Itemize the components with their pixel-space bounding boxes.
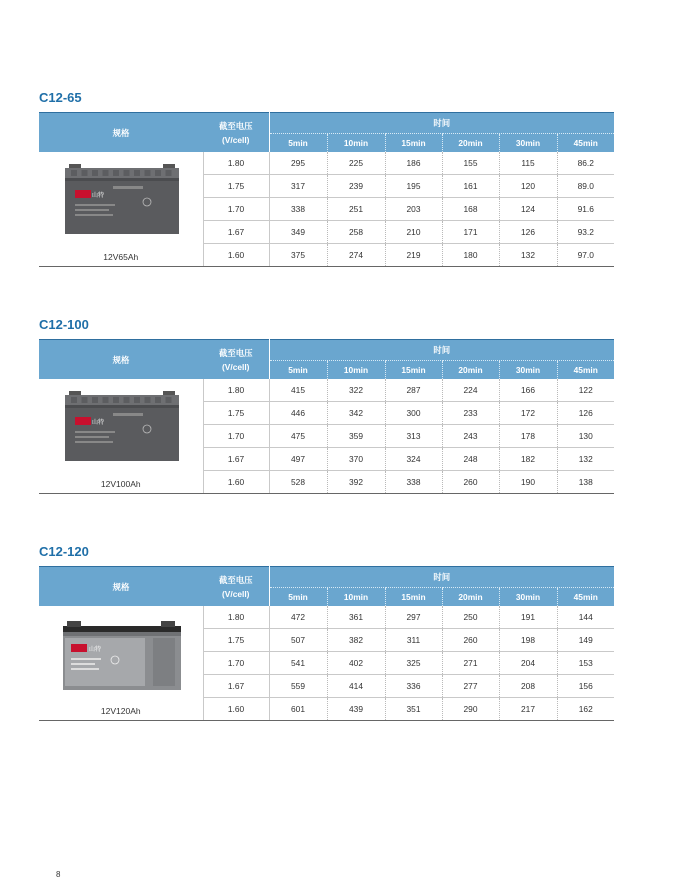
table-row xyxy=(39,606,614,629)
header-cutoff-voltage xyxy=(203,340,269,380)
discharge-value-cell: 349 xyxy=(269,221,327,244)
header-time-4: 30min xyxy=(499,134,557,153)
discharge-value-cell: 311 xyxy=(385,629,442,652)
cutoff-voltage-cell: 1.60 xyxy=(203,471,269,494)
battery-image xyxy=(61,385,183,465)
discharge-value-cell: 138 xyxy=(557,471,614,494)
battery-label: 12V100Ah xyxy=(100,479,141,489)
discharge-value-cell: 208 xyxy=(499,675,557,698)
discharge-value-cell: 322 xyxy=(327,379,385,402)
discharge-value-cell: 361 xyxy=(327,606,385,629)
discharge-table xyxy=(39,112,614,267)
header-time-1: 10min xyxy=(327,361,385,380)
cutoff-voltage-cell: 1.80 xyxy=(203,152,269,175)
cutoff-voltage-cell: 1.67 xyxy=(203,675,269,698)
cutoff-voltage-cell: 1.70 xyxy=(203,652,269,675)
discharge-value-cell: 191 xyxy=(499,606,557,629)
discharge-value-cell: 171 xyxy=(442,221,499,244)
page-number: 8 xyxy=(56,870,61,879)
discharge-value-cell: 250 xyxy=(442,606,499,629)
cutoff-voltage-cell: 1.60 xyxy=(203,698,269,721)
cutoff-voltage-cell: 1.75 xyxy=(203,629,269,652)
discharge-table xyxy=(39,339,614,494)
discharge-value-cell: 507 xyxy=(269,629,327,652)
table-row xyxy=(39,379,614,402)
discharge-value-cell: 190 xyxy=(499,471,557,494)
header-voltage-line2: (V/cell) xyxy=(222,361,250,372)
discharge-value-cell: 162 xyxy=(557,698,614,721)
discharge-value-cell: 130 xyxy=(557,425,614,448)
header-time: 时间 xyxy=(269,113,614,134)
discharge-value-cell: 156 xyxy=(557,675,614,698)
discharge-value-cell: 219 xyxy=(385,244,442,267)
discharge-value-cell: 126 xyxy=(557,402,614,425)
header-voltage-line1: 截至电压 xyxy=(219,120,253,131)
discharge-value-cell: 402 xyxy=(327,652,385,675)
discharge-value-cell: 178 xyxy=(499,425,557,448)
discharge-value-cell: 439 xyxy=(327,698,385,721)
discharge-value-cell: 124 xyxy=(499,198,557,221)
discharge-value-cell: 528 xyxy=(269,471,327,494)
discharge-value-cell: 260 xyxy=(442,471,499,494)
discharge-value-cell: 295 xyxy=(269,152,327,175)
brand-logo: 山特 xyxy=(92,419,105,426)
discharge-value-cell: 338 xyxy=(385,471,442,494)
discharge-value-cell: 414 xyxy=(327,675,385,698)
header-time-5: 45min xyxy=(557,134,614,153)
discharge-value-cell: 186 xyxy=(385,152,442,175)
discharge-value-cell: 86.2 xyxy=(557,152,614,175)
discharge-value-cell: 195 xyxy=(385,175,442,198)
header-spec: 规格 xyxy=(39,113,203,153)
discharge-value-cell: 155 xyxy=(442,152,499,175)
battery-label: 12V65Ah xyxy=(103,252,139,262)
discharge-value-cell: 277 xyxy=(442,675,499,698)
model-title: C12-120 xyxy=(39,544,89,559)
discharge-value-cell: 225 xyxy=(327,152,385,175)
discharge-value-cell: 153 xyxy=(557,652,614,675)
discharge-value-cell: 168 xyxy=(442,198,499,221)
header-time-0: 5min xyxy=(269,588,327,607)
header-spec: 规格 xyxy=(39,340,203,380)
discharge-value-cell: 251 xyxy=(327,198,385,221)
discharge-value-cell: 601 xyxy=(269,698,327,721)
discharge-value-cell: 290 xyxy=(442,698,499,721)
discharge-value-cell: 475 xyxy=(269,425,327,448)
header-time-4: 30min xyxy=(499,588,557,607)
cutoff-voltage-cell: 1.70 xyxy=(203,425,269,448)
discharge-value-cell: 233 xyxy=(442,402,499,425)
header-time: 时间 xyxy=(269,567,614,588)
discharge-value-cell: 375 xyxy=(269,244,327,267)
discharge-value-cell: 132 xyxy=(499,244,557,267)
discharge-value-cell: 93.2 xyxy=(557,221,614,244)
cutoff-voltage-cell: 1.75 xyxy=(203,175,269,198)
header-time-2: 15min xyxy=(385,361,442,380)
header-time-0: 5min xyxy=(269,134,327,153)
discharge-value-cell: 224 xyxy=(442,379,499,402)
header-voltage-line2: (V/cell) xyxy=(222,134,250,145)
cutoff-voltage-cell: 1.60 xyxy=(203,244,269,267)
discharge-value-cell: 359 xyxy=(327,425,385,448)
header-voltage-line1: 截至电压 xyxy=(219,347,253,358)
battery-photo-cell xyxy=(39,379,203,494)
battery-photo-cell xyxy=(39,606,203,721)
discharge-value-cell: 89.0 xyxy=(557,175,614,198)
battery-label: 12V120Ah xyxy=(100,706,141,716)
discharge-value-cell: 144 xyxy=(557,606,614,629)
discharge-table xyxy=(39,566,614,721)
discharge-value-cell: 239 xyxy=(327,175,385,198)
discharge-value-cell: 120 xyxy=(499,175,557,198)
table-row xyxy=(39,152,614,175)
header-time-3: 20min xyxy=(442,588,499,607)
discharge-value-cell: 325 xyxy=(385,652,442,675)
discharge-value-cell: 382 xyxy=(327,629,385,652)
discharge-value-cell: 497 xyxy=(269,448,327,471)
discharge-value-cell: 336 xyxy=(385,675,442,698)
discharge-value-cell: 415 xyxy=(269,379,327,402)
discharge-value-cell: 297 xyxy=(385,606,442,629)
discharge-value-cell: 203 xyxy=(385,198,442,221)
discharge-value-cell: 166 xyxy=(499,379,557,402)
discharge-value-cell: 300 xyxy=(385,402,442,425)
cutoff-voltage-cell: 1.75 xyxy=(203,402,269,425)
header-time-3: 20min xyxy=(442,361,499,380)
discharge-value-cell: 172 xyxy=(499,402,557,425)
discharge-value-cell: 126 xyxy=(499,221,557,244)
header-spec: 规格 xyxy=(39,567,203,607)
discharge-value-cell: 243 xyxy=(442,425,499,448)
discharge-value-cell: 370 xyxy=(327,448,385,471)
discharge-value-cell: 217 xyxy=(499,698,557,721)
header-time: 时间 xyxy=(269,340,614,361)
model-title: C12-65 xyxy=(39,90,82,105)
discharge-value-cell: 541 xyxy=(269,652,327,675)
discharge-value-cell: 91.6 xyxy=(557,198,614,221)
discharge-value-cell: 210 xyxy=(385,221,442,244)
header-time-3: 20min xyxy=(442,134,499,153)
discharge-value-cell: 122 xyxy=(557,379,614,402)
cutoff-voltage-cell: 1.80 xyxy=(203,379,269,402)
discharge-value-cell: 258 xyxy=(327,221,385,244)
discharge-value-cell: 260 xyxy=(442,629,499,652)
header-time-2: 15min xyxy=(385,588,442,607)
header-time-2: 15min xyxy=(385,134,442,153)
discharge-value-cell: 559 xyxy=(269,675,327,698)
cutoff-voltage-cell: 1.70 xyxy=(203,198,269,221)
discharge-value-cell: 351 xyxy=(385,698,442,721)
discharge-value-cell: 115 xyxy=(499,152,557,175)
discharge-value-cell: 180 xyxy=(442,244,499,267)
discharge-value-cell: 198 xyxy=(499,629,557,652)
discharge-value-cell: 149 xyxy=(557,629,614,652)
discharge-value-cell: 161 xyxy=(442,175,499,198)
discharge-value-cell: 342 xyxy=(327,402,385,425)
model-title: C12-100 xyxy=(39,317,89,332)
battery-image xyxy=(57,616,187,696)
discharge-value-cell: 182 xyxy=(499,448,557,471)
battery-image xyxy=(61,158,183,238)
cutoff-voltage-cell: 1.67 xyxy=(203,448,269,471)
discharge-value-cell: 274 xyxy=(327,244,385,267)
brand-logo: 山特 xyxy=(89,646,102,653)
discharge-value-cell: 324 xyxy=(385,448,442,471)
cutoff-voltage-cell: 1.80 xyxy=(203,606,269,629)
discharge-value-cell: 132 xyxy=(557,448,614,471)
discharge-value-cell: 204 xyxy=(499,652,557,675)
discharge-value-cell: 317 xyxy=(269,175,327,198)
brand-logo: 山特 xyxy=(92,192,105,199)
header-time-4: 30min xyxy=(499,361,557,380)
discharge-value-cell: 271 xyxy=(442,652,499,675)
discharge-value-cell: 313 xyxy=(385,425,442,448)
header-cutoff-voltage xyxy=(203,567,269,607)
header-time-5: 45min xyxy=(557,588,614,607)
header-voltage-line1: 截至电压 xyxy=(219,574,253,585)
discharge-value-cell: 338 xyxy=(269,198,327,221)
header-time-1: 10min xyxy=(327,134,385,153)
header-time-5: 45min xyxy=(557,361,614,380)
discharge-value-cell: 392 xyxy=(327,471,385,494)
discharge-value-cell: 472 xyxy=(269,606,327,629)
header-time-0: 5min xyxy=(269,361,327,380)
header-voltage-line2: (V/cell) xyxy=(222,588,250,599)
header-time-1: 10min xyxy=(327,588,385,607)
cutoff-voltage-cell: 1.67 xyxy=(203,221,269,244)
discharge-value-cell: 287 xyxy=(385,379,442,402)
header-cutoff-voltage xyxy=(203,113,269,153)
discharge-value-cell: 248 xyxy=(442,448,499,471)
battery-photo-cell xyxy=(39,152,203,267)
discharge-value-cell: 446 xyxy=(269,402,327,425)
discharge-value-cell: 97.0 xyxy=(557,244,614,267)
